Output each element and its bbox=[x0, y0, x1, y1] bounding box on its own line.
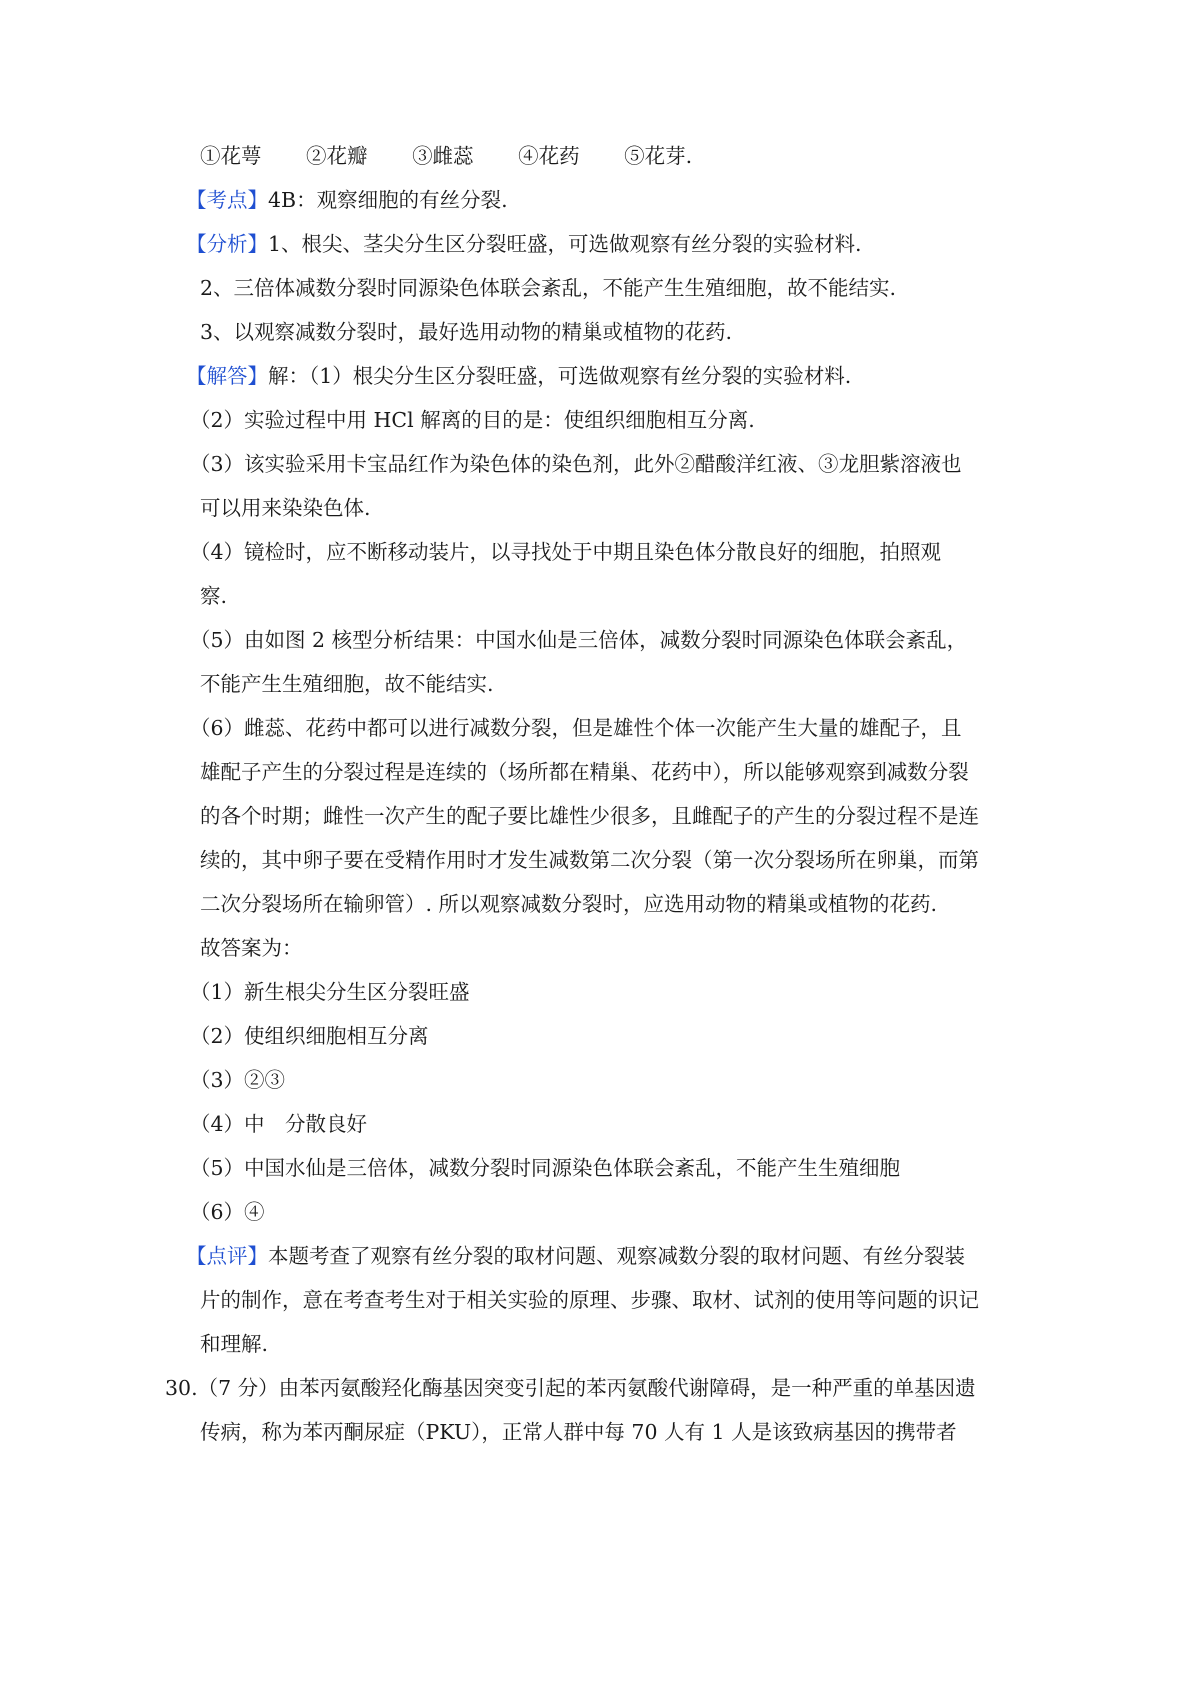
dianping-line-1 bbox=[186, 1242, 965, 1270]
answer-6: （6）④ bbox=[190, 1200, 265, 1224]
jieda-line-13: 二次分裂场所在输卵管）. 所以观察减数分裂时，应选用动物的精巢或植物的花药. bbox=[200, 892, 938, 916]
jieda-line-4: 可以用来染染色体. bbox=[200, 496, 371, 520]
jieda-line-6: 察. bbox=[200, 584, 228, 608]
jieda-line-8: 不能产生生殖细胞，故不能结实. bbox=[200, 672, 494, 696]
fenxi-tag: 【分析】 bbox=[186, 232, 268, 256]
option-1: ①花萼 bbox=[200, 144, 262, 168]
jieda-text-1: 解：（1）根尖分生区分裂旺盛，可选做观察有丝分裂的实验材料. bbox=[268, 364, 852, 388]
answer-4: （4）中 分散良好 bbox=[190, 1112, 368, 1136]
option-2: ②花瓣 bbox=[306, 144, 368, 168]
jieda-line-5: （4）镜检时，应不断移动装片，以寻找处于中期且染色体分散良好的细胞，拍照观 bbox=[190, 540, 942, 564]
question-30-line-2: 传病，称为苯丙酮尿症（PKU），正常人群中每 70 人有 1 人是该致病基因的携带者 bbox=[200, 1420, 957, 1444]
question-30-line-1 bbox=[165, 1374, 976, 1402]
jieda-line-9: （6）雌蕊、花药中都可以进行减数分裂，但是雄性个体一次能产生大量的雄配子，且 bbox=[190, 716, 962, 740]
fenxi-line-3: 3、以观察减数分裂时，最好选用动物的精巢或植物的花药. bbox=[200, 320, 733, 344]
jieda-line-3: （3）该实验采用卡宝品红作为染色体的染色剂，此外②醋酸洋红液、③龙胆紫溶液也 bbox=[190, 452, 962, 476]
answer-3: （3）②③ bbox=[190, 1068, 286, 1092]
jieda-line-7: （5）由如图 2 核型分析结果：中国水仙是三倍体，减数分裂时同源染色体联会紊乱， bbox=[190, 628, 968, 652]
answer-intro: 故答案为： bbox=[200, 936, 303, 960]
jieda-line-2: （2）实验过程中用 HCl 解离的目的是：使组织细胞相互分离. bbox=[190, 408, 755, 432]
dianping-tag: 【点评】 bbox=[186, 1244, 268, 1268]
kaodian-text: 4B：观察细胞的有丝分裂. bbox=[268, 188, 508, 212]
fenxi-text-1: 1、根尖、茎尖分生区分裂旺盛，可选做观察有丝分裂的实验材料. bbox=[268, 232, 862, 256]
dianping-text-1: 本题考查了观察有丝分裂的取材问题、观察减数分裂的取材问题、有丝分裂装 bbox=[268, 1244, 965, 1268]
answer-2: （2）使组织细胞相互分离 bbox=[190, 1024, 429, 1048]
jieda-line-10: 雄配子产生的分裂过程是连续的（场所都在精巢、花药中），所以能够观察到减数分裂 bbox=[200, 760, 969, 784]
dianping-line-2: 片的制作，意在考查考生对于相关实验的原理、步骤、取材、试剂的使用等问题的识记 bbox=[200, 1288, 979, 1312]
jieda-line-12: 续的，其中卵子要在受精作用时才发生减数第二次分裂（第一次分裂场所在卵巢，而第 bbox=[200, 848, 979, 872]
jieda-line-11: 的各个时期；雌性一次产生的配子要比雄性少很多，且雌配子的产生的分裂过程不是连 bbox=[200, 804, 979, 828]
option-3: ③雌蕊 bbox=[412, 144, 474, 168]
kaodian-tag: 【考点】 bbox=[186, 188, 268, 212]
option-4: ④花药 bbox=[518, 144, 580, 168]
dianping-line-3: 和理解. bbox=[200, 1332, 269, 1356]
fenxi-line-1 bbox=[186, 230, 862, 258]
answer-1: （1）新生根尖分生区分裂旺盛 bbox=[190, 980, 470, 1004]
question-number: 30. bbox=[165, 1376, 198, 1400]
jieda-tag: 【解答】 bbox=[186, 364, 268, 388]
answer-5: （5）中国水仙是三倍体，减数分裂时同源染色体联会紊乱，不能产生生殖细胞 bbox=[190, 1156, 901, 1180]
fenxi-line-2: 2、三倍体减数分裂时同源染色体联会紊乱，不能产生生殖细胞，故不能结实. bbox=[200, 276, 897, 300]
jieda-line-1 bbox=[186, 362, 851, 390]
kaodian-line bbox=[186, 186, 508, 214]
question-30-text-1: （7 分）由苯丙氨酸羟化酶基因突变引起的苯丙氨酸代谢障碍，是一种严重的单基因遗 bbox=[197, 1376, 976, 1400]
flower-parts-options bbox=[200, 142, 692, 170]
option-5: ⑤花芽. bbox=[624, 144, 693, 168]
